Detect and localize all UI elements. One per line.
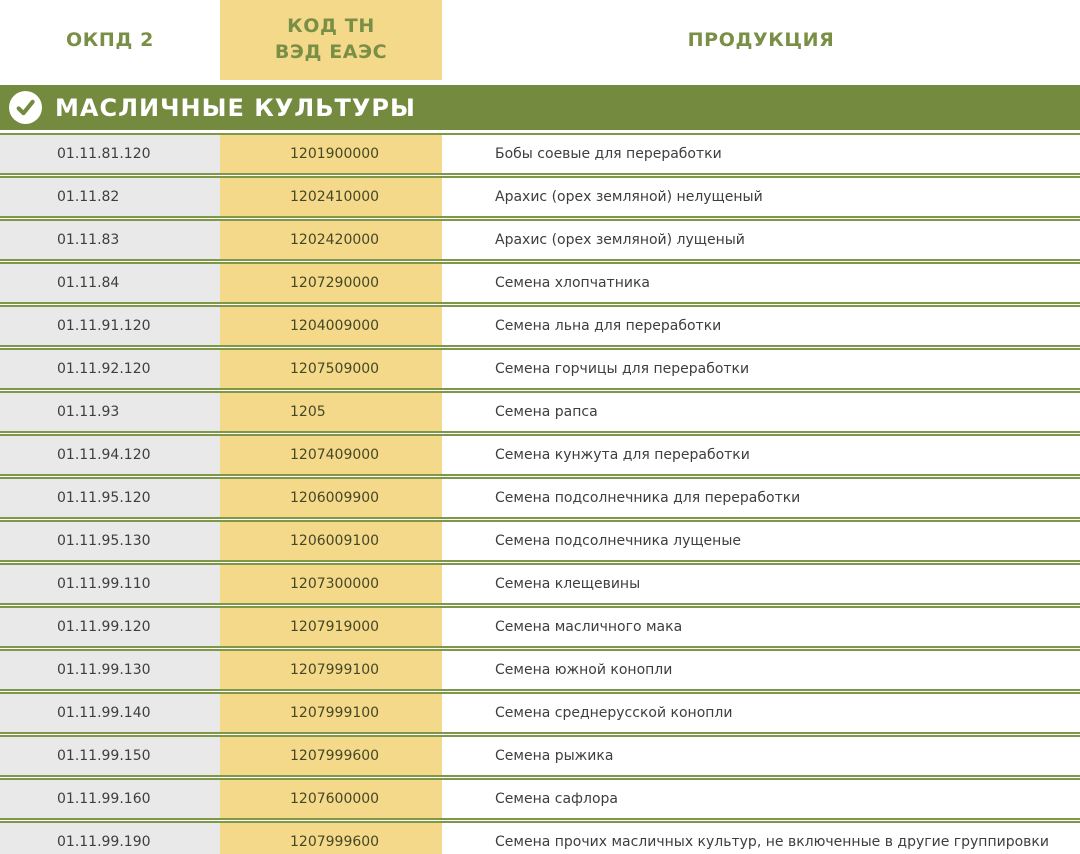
product-cell: Семена подсолнечника лущеные: [442, 522, 1080, 560]
okpd-cell: 01.11.99.110: [0, 565, 220, 603]
table-row: [0, 606, 1080, 648]
product-cell: Семена горчицы для переработки: [442, 350, 1080, 388]
product-cell: Семена хлопчатника: [442, 264, 1080, 302]
table-body: [0, 133, 1080, 854]
code-cell: 1207600000: [220, 780, 442, 818]
product-cell: Семена клещевины: [442, 565, 1080, 603]
code-cell: 1207509000: [220, 350, 442, 388]
okpd-cell: 01.11.92.120: [0, 350, 220, 388]
code-cell: 1206009100: [220, 522, 442, 560]
code-cell: 1207300000: [220, 565, 442, 603]
okpd-cell: 01.11.81.120: [0, 135, 220, 173]
okpd-cell: 01.11.99.190: [0, 823, 220, 854]
table-row: [0, 563, 1080, 605]
product-cell: Семена рапса: [442, 393, 1080, 431]
okpd-cell: 01.11.95.120: [0, 479, 220, 517]
code-cell: 1207999600: [220, 823, 442, 854]
table-row: [0, 133, 1080, 175]
column-header-product: [442, 0, 1080, 80]
product-cell: Семена кунжута для переработки: [442, 436, 1080, 474]
column-header-okpd: [0, 0, 220, 80]
table-row: [0, 391, 1080, 433]
column-header-product-label: ПРОДУКЦИЯ: [687, 29, 835, 51]
table-row: [0, 778, 1080, 820]
code-cell: 1205: [220, 393, 442, 431]
code-cell: 1207999600: [220, 737, 442, 775]
code-cell: 1206009900: [220, 479, 442, 517]
table-row: [0, 219, 1080, 261]
okpd-cell: 01.11.84: [0, 264, 220, 302]
code-cell: 1207999100: [220, 651, 442, 689]
table-row: [0, 477, 1080, 519]
section-title: МАСЛИЧНЫЕ КУЛЬТУРЫ: [55, 93, 416, 122]
product-cell: Семена прочих масличных культур, не включенные в другие группировки: [442, 823, 1080, 854]
code-cell: 1202410000: [220, 178, 442, 216]
code-cell: 1202420000: [220, 221, 442, 259]
okpd-cell: 01.11.99.120: [0, 608, 220, 646]
code-cell: 1207919000: [220, 608, 442, 646]
code-cell: 1204009000: [220, 307, 442, 345]
column-header-okpd-label: ОКПД 2: [66, 29, 154, 51]
table-row: [0, 176, 1080, 218]
product-cell: Семена среднерусской конопли: [442, 694, 1080, 732]
table-row: [0, 434, 1080, 476]
product-cell: Семена масличного мака: [442, 608, 1080, 646]
product-cell: Арахис (орех земляной) лущеный: [442, 221, 1080, 259]
check-circle-icon: [9, 91, 42, 124]
okpd-cell: 01.11.99.140: [0, 694, 220, 732]
okpd-cell: 01.11.95.130: [0, 522, 220, 560]
product-cell: Семена льна для переработки: [442, 307, 1080, 345]
table-row: [0, 649, 1080, 691]
table-row: [0, 692, 1080, 734]
table-row: [0, 262, 1080, 304]
product-cell: Бобы соевые для переработки: [442, 135, 1080, 173]
column-header-code-line1: КОД ТН: [287, 15, 375, 38]
code-cell: 1207999100: [220, 694, 442, 732]
product-cell: Семена рыжика: [442, 737, 1080, 775]
table-header-row: [0, 0, 1080, 85]
okpd-cell: 01.11.99.130: [0, 651, 220, 689]
table-row: [0, 305, 1080, 347]
column-header-code-line2: ВЭД ЕАЭС: [274, 41, 388, 63]
okpd-cell: 01.11.94.120: [0, 436, 220, 474]
product-cell: Арахис (орех земляной) нелущеный: [442, 178, 1080, 216]
code-cell: 1207290000: [220, 264, 442, 302]
okpd-cell: 01.11.93: [0, 393, 220, 431]
product-cell: Семена сафлора: [442, 780, 1080, 818]
table-row: [0, 821, 1080, 854]
product-cell: Семена южной конопли: [442, 651, 1080, 689]
okpd-cell: 01.11.99.160: [0, 780, 220, 818]
table-row: [0, 348, 1080, 390]
okpd-cell: 01.11.99.150: [0, 737, 220, 775]
okpd-cell: 01.11.91.120: [0, 307, 220, 345]
product-cell: Семена подсолнечника для переработки: [442, 479, 1080, 517]
section-banner: [0, 85, 1080, 130]
column-header-code: [220, 0, 442, 80]
okpd-cell: 01.11.82: [0, 178, 220, 216]
code-cell: 1201900000: [220, 135, 442, 173]
code-cell: 1207409000: [220, 436, 442, 474]
table-row: [0, 520, 1080, 562]
table-row: [0, 735, 1080, 777]
okpd-cell: 01.11.83: [0, 221, 220, 259]
